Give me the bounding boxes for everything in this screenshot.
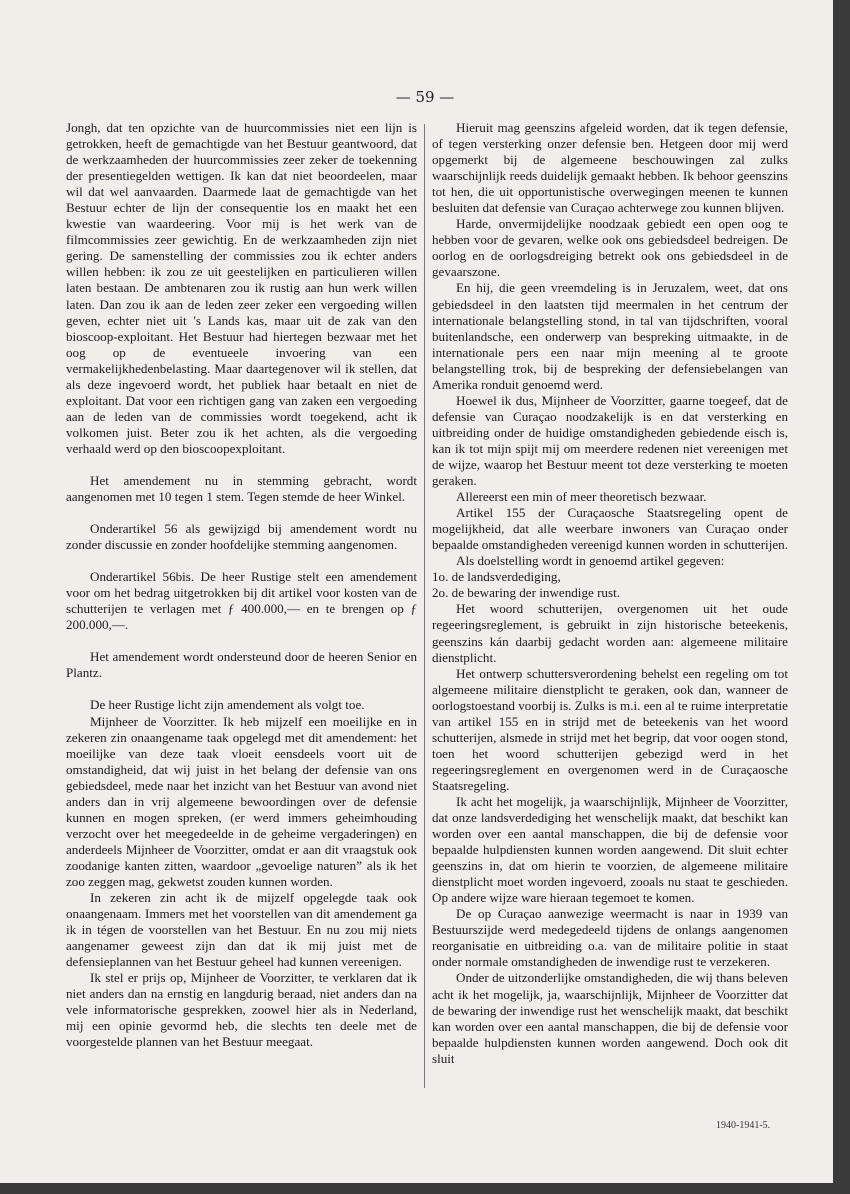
paragraph: Mijnheer de Voorzitter. Ik heb mijzelf een moeilijke en in zekeren zin onaangename taak opgelegd met dit amendement: het moeilijke van deze taak vloeit eensdeels voort uit de omstandigheid, dat wij juist in het belang der defensie van ons gebiedsdeel, mede naar het inzicht van het Bestuur van avond niet anders dan in vrij algemeene bewoordingen over de defensie kunnen en mogen spreken, (er werd immers geheimhouding verzocht over het meegedeelde in de geheime vergaderingen) en anderdeels Mijnheer de Voorzitter, omdat er aan dit vraagstuk ook zoodanige kanten zitten, waardoor „gevoelige naturen” als ik het zoo zeggen mag, gekwetst zouden kunnen worden. bbox=[66, 713, 417, 889]
page-number: — 59 — bbox=[395, 88, 455, 106]
paragraph: Harde, onvermijdelijke noodzaak gebiedt een open oog te hebben voor de gevaren, welke ook ons gebiedsdeel bedreigen. De oorlog en de oorlogsdreiging betrekt ook ons gebiedsdeel in de gevaarszone. bbox=[432, 216, 788, 280]
list-item: 1o. de landsverdediging, bbox=[432, 569, 561, 585]
paragraph: Allereerst een min of meer theoretisch bezwaar. bbox=[456, 489, 707, 505]
paragraph: En hij, die geen vreemdeling is in Jeruzalem, weet, dat ons gebiedsdeel in den laatsten tijd meermalen in het centrum der internationale belangstelling stond, in tal van tijdschriften, vooral buitenlandsche, een onderwerp van bespreking uitmaakte, in de internationale pers een naar mijn meening al te groote belangstelling trok, bij de bespreking der defensiebelangen van Amerika ronduit genoemd werd. bbox=[432, 280, 788, 392]
left-column bbox=[66, 120, 417, 1050]
paragraph: Het amendement wordt ondersteund door de heeren Senior en Plantz. bbox=[66, 649, 417, 681]
paragraph: Ik acht het mogelijk, ja waarschijnlijk, Mijnheer de Voorzitter, dat onze landsverdediging het wenschelijk maakt, dat beschikt kan worden over een aantal manschappen, die bij de defensie voor bepaalde hulpdiensten kunnen worden aangewend. Dit sluit echter geenszins in, dat om hierin te voorzien, de algemeene militaire dienstplicht moet worden ingevoerd, zooals nu staat te geschieden. Op andere wijze ware hieraan tegemoet te komen. bbox=[432, 793, 788, 906]
paragraph: Ik stel er prijs op, Mijnheer de Voorzitter, te verklaren dat ik niet anders dan na ernstig en langdurig beraad, niet anders dan na vele informatorische gesprekken, zoowel hier als in Nederland, mij een opinie gevormd heb, die slechts ten deele met de voorgestelde plannen van het Bestuur meegaat. bbox=[66, 970, 417, 1050]
paragraph: Het ontwerp schuttersverordening behelst een regeling om tot algemeene militaire dienstplicht te geraken, ook dan, wanneer de oorlogstoestand voorbij is. Zulks is m.i. een al te ruime interpretatie van artikel 155 en in strijd met de beteekenis van het woord schutterijen, alsmede in strijd met het begrip, dat voor oogen stond, toen het woord schutterijen gebezigd werd in het regeeringsreglement en overgenomen werd in de Curaçaosche Staatsregeling. bbox=[432, 665, 788, 793]
paragraph: De op Curaçao aanwezige weermacht is naar in 1939 van Bestuurszijde werd medegedeeld tijdens de onlangs aangenomen reorganisatie en uitbreiding o.a. van de militaire politie in staat onder normale omstandigheden de inwendige rust te verzekeren. bbox=[432, 906, 788, 970]
paragraph: Artikel 155 der Curaçaosche Staatsregeling opent de mogelijkheid, dat alle weerbare inwoners van Curaçao onder bepaalde omstandigheden vereenigd kunnen worden in schutterijen. bbox=[432, 505, 788, 553]
paragraph: Als doelstelling wordt in genoemd artikel gegeven: bbox=[456, 553, 725, 569]
column-divider bbox=[424, 124, 425, 1088]
paragraph: Onderartikel 56 als gewijzigd bij amendement wordt nu zonder discussie en zonder hoofdelijke stemming aangenomen. bbox=[66, 521, 417, 553]
paragraph: De heer Rustige licht zijn amendement als volgt toe. bbox=[90, 697, 365, 713]
list-item: 2o. de bewaring der inwendige rust. bbox=[432, 585, 620, 601]
paragraph: In zekeren zin acht ik de mijzelf opgelegde taak ook onaangenaam. Immers met het voorstellen van dit amendement ga ik in tégen de voorstellen van het Bestuur. En nu zou mij niets aangenamer geweest zijn dan dat ik mij juist met de defensieplannen van het Bestuur geheel had kunnen vereenigen. bbox=[66, 890, 417, 970]
paragraph: Het woord schutterijen, overgenomen uit het oude regeeringsreglement, is gebruikt in zijn historische beteekenis, geenszins kán daarbij gedacht worden aan: algemeene militaire dienstplicht. bbox=[432, 601, 788, 665]
footer-code: 1940-1941-5. bbox=[716, 1120, 771, 1131]
paragraph: Jongh, dat ten opzichte van de huurcommissies niet een lijn is getrokken, heeft de gemachtigde van het Bestuur geantwoord, dat de werkzaamheden der huurcommissies zeer zeker de toekenning der presentiegelden wettigen. Ik kan dat niet beoordeelen, maar wil dat wel aanvaarden. Daarmede laat de gemachtigde van het Bestuur echter de lijn der consequentie los en maakt het een kwestie van waardeering. Voor mij is het werk van de filmcommissies zeer gewichtig. En de werkzaamheden zijn niet gering. De samenstelling der commissies zou ik echter anders willen hebben: ik zou ze uit geestelijken en particulieren willen laten bestaan. De ambtenaren zou ik rustig aan hun werk willen laten. Dan zou ik aan de leden zeer zeker een vergoeding willen geven, echter niet uit 's Lands kas, maar uit de zak van den bioscoop-exploitant. Het Bestuur had hiertegen bezwaar met het oog op de eventueele invoering van een vermakelijkhedenbelasting. Maar daartegenover wil ik stellen, dat als deze ingevoerd wordt, het publiek haar betaalt en niet de exploitant. Dat voor een richtigen gang van zaken een vergoeding aan de leden van de commissies wordt toegekend, acht ik volkomen juist. Beter zou ik het achten, als die vergoeding verhaald werd op den bioscoopexploitant. bbox=[66, 120, 417, 456]
paragraph: Onder de uitzonderlijke omstandigheden, die wij thans beleven acht ik het mogelijk, ja, waarschijnlijk, Mijnheer de Voorzitter dat de bewaring der inwendige rust het wenschelijk maakt, dat beschikt kan worden over een aantal manschappen, die bij de defensie voor bepaalde hulpdiensten kunnen worden aangewend. Doch ook dit sluit bbox=[432, 970, 788, 1066]
paragraph: Hieruit mag geenszins afgeleid worden, dat ik tegen defensie, of tegen versterking onzer defensie ben. Hetgeen door mij werd opgemerkt bij de algemeene beschouwingen zal zulks waarschijnlijk reeds duidelijk gemaakt hebben. Ik behoor geenszins tot hen, die uit opportunistische overwegingen meenen te kunnen besluiten dat defensie van Curaçao achterwege zou kunnen blijven. bbox=[432, 120, 788, 216]
paragraph: Het amendement nu in stemming gebracht, wordt aangenomen met 10 tegen 1 stem. Tegen stemde de heer Winkel. bbox=[66, 472, 417, 505]
paragraph: Hoewel ik dus, Mijnheer de Voorzitter, gaarne toegeef, dat de defensie van Curaçao noodzakelijk is en dat versterking en uitbreiding onder de huidige omstandigheden gebiedende eisch is, kan ik tot mijn spijt mij om meerdere redenen niet vereenigen met de wijze, waarop het Bestuur meent tot deze versterking te moeten geraken. bbox=[432, 392, 788, 489]
right-column bbox=[432, 120, 788, 1067]
paragraph: Onderartikel 56bis. De heer Rustige stelt een amendement voor om het bedrag uitgetrokken bij dit artikel voor kosten van de schutterijen te verlagen met ƒ 400.000,— en te brengen op ƒ 200.000,—. bbox=[66, 569, 417, 633]
